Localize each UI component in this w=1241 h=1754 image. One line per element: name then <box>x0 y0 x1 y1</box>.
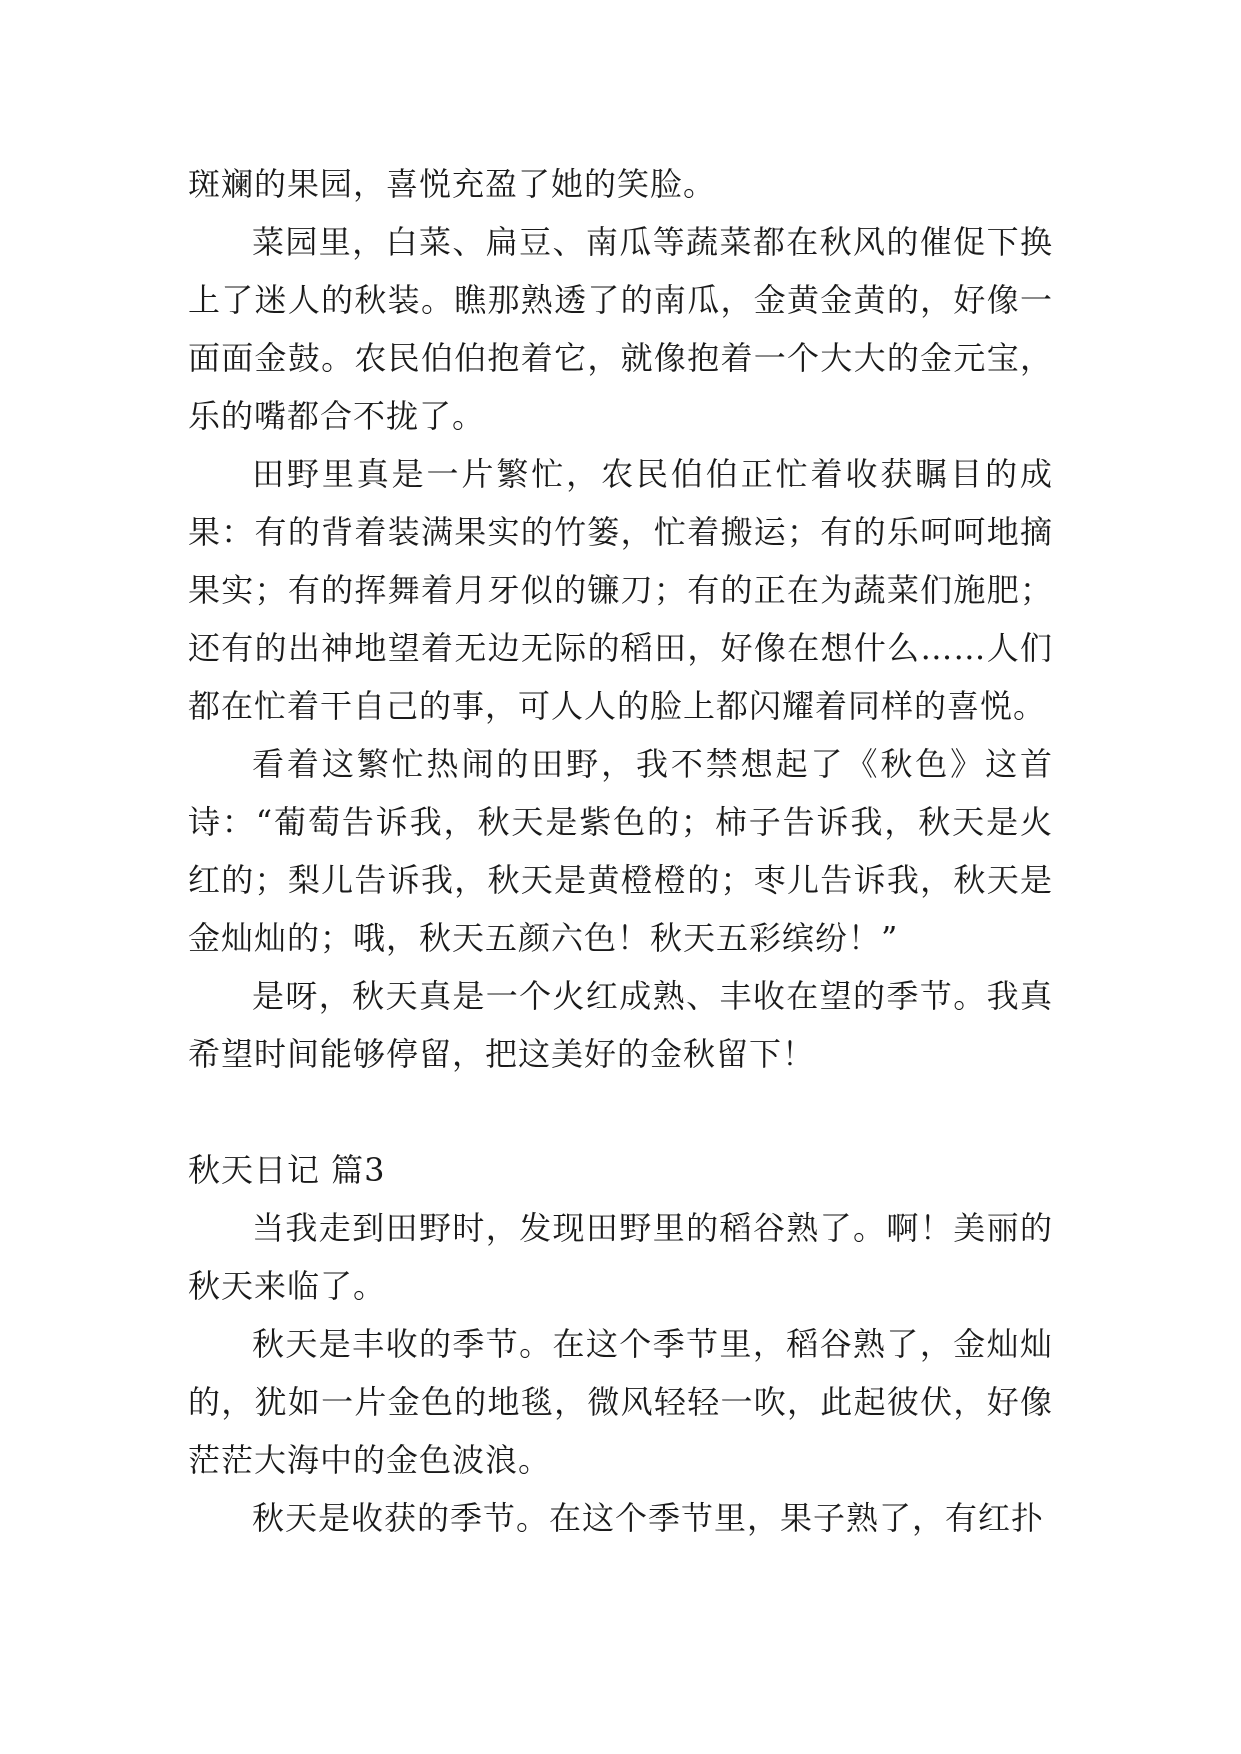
paragraph-vegetable-garden: 菜园里，白菜、扁豆、南瓜等蔬菜都在秋风的催促下换上了迷人的秋装。瞧那熟透了的南瓜，金黄金黄的，好像一面面金鼓。农民伯伯抱着它，就像抱着一个大大的金元宝，乐的嘴都合不拢了。 <box>188 223 1053 435</box>
paragraph-autumn-poem: 看着这繁忙热闹的田野，我不禁想起了《秋色》这首诗：“葡萄告诉我，秋天是紫色的；柿子告诉我，秋天是火红的；梨儿告诉我，秋天是黄橙橙的；枣儿告诉我，秋天是金灿灿的；哦，秋天五颜六色！秋天五彩缤纷！” <box>188 745 1053 957</box>
paragraph-continuation: 斑斓的果园，喜悦充盈了她的笑脸。 <box>188 165 717 203</box>
paragraph-gathering-season: 秋天是收获的季节。在这个季节里，果子熟了，有红扑 <box>252 1499 1045 1537</box>
paragraph-busy-fields: 田野里真是一片繁忙，农民伯伯正忙着收获瞩目的成果：有的背着装满果实的竹篓，忙着搬运；有的乐呵呵地摘果实；有的挥舞着月牙似的镰刀；有的正在为蔬菜们施肥；还有的出神地望着无边无际的稻田，好像在想什么……人们都在忙着干自己的事，可人人的脸上都闪耀着同样的喜悦。 <box>188 455 1053 725</box>
document-body <box>188 155 1053 1547</box>
paragraph-fields-ripe: 当我走到田野时，发现田野里的稻谷熟了。啊！美丽的秋天来临了。 <box>188 1209 1053 1305</box>
paragraph-golden-autumn: 是呀，秋天真是一个火红成熟、丰收在望的季节。我真希望时间能够停留，把这美好的金秋留下！ <box>188 977 1053 1073</box>
section-title: 秋天日记 篇3 <box>188 1151 386 1189</box>
paragraph-harvest-season: 秋天是丰收的季节。在这个季节里，稻谷熟了，金灿灿的，犹如一片金色的地毯，微风轻轻一吹，此起彼伏，好像茫茫大海中的金色波浪。 <box>188 1325 1053 1479</box>
